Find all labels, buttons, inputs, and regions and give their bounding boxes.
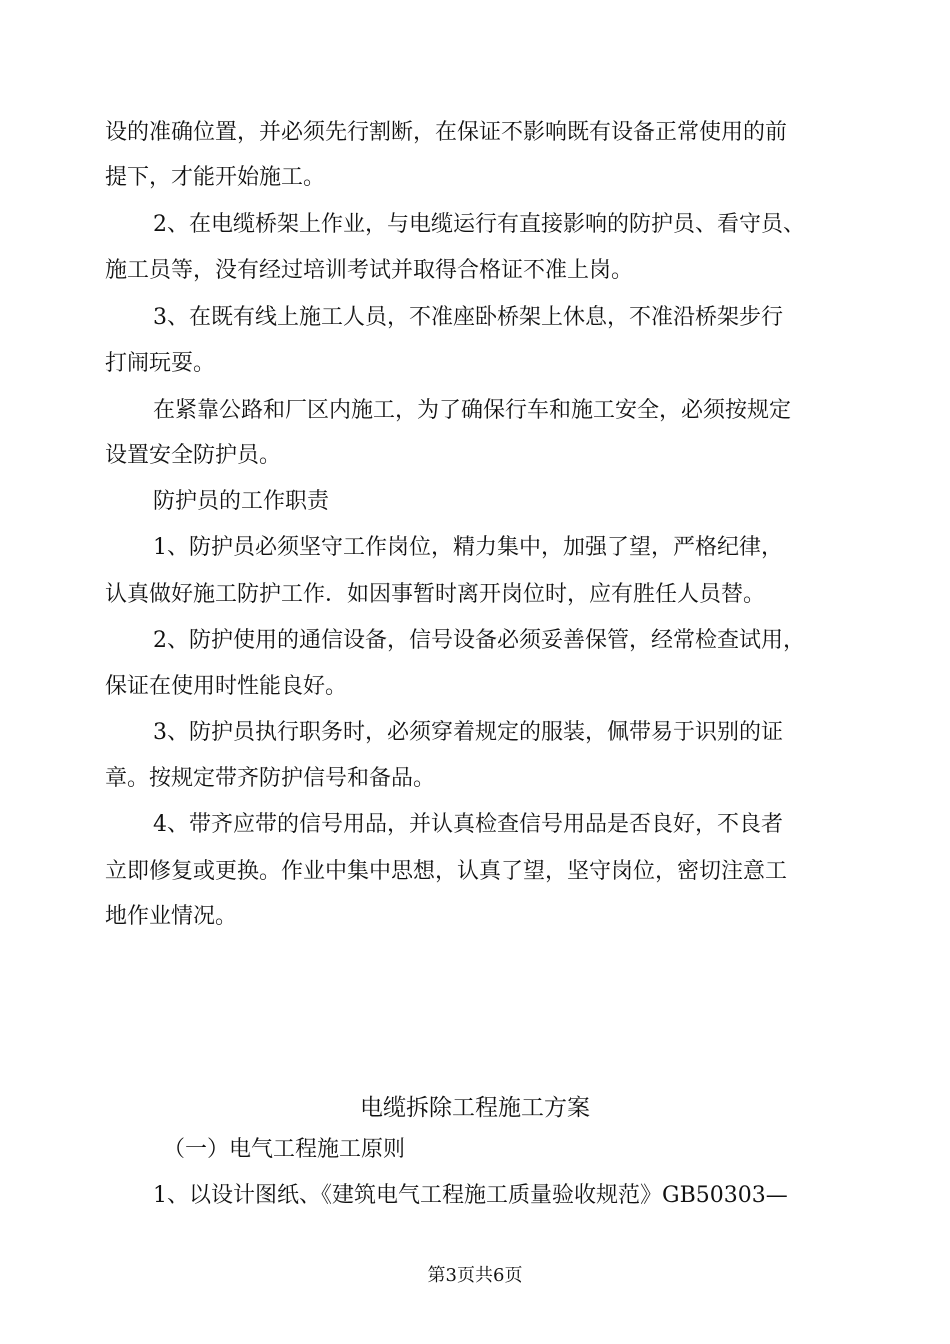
text-line: 立即修复或更换。作业中集中思想，认真了望，坚守岗位，密切注意工: [105, 859, 788, 884]
subsection-heading: （一）电气工程施工原则: [163, 1137, 406, 1162]
text-line: 2、防护使用的通信设备，信号设备必须妥善保管，经常检查试用，: [153, 628, 805, 653]
text-line: 认真做好施工防护工作．如因事暂时离开岗位时，应有胜任人员替。: [105, 582, 766, 607]
text-line: 打闹玩耍。: [105, 351, 216, 376]
text-line: 3、防护员执行职务时，必须穿着规定的服装，佩带易于识别的证: [153, 720, 783, 745]
text-line: 防护员的工作职责: [153, 489, 330, 514]
text-line: 2、在电缆桥架上作业，与电缆运行有直接影响的防护员、看守员、: [153, 212, 805, 237]
text-line: 地作业情况。: [105, 904, 238, 929]
page-number-footer: 第3页共6页: [427, 1265, 523, 1286]
text-line: 在紧靠公路和厂区内施工，为了确保行车和施工安全，必须按规定: [153, 398, 792, 423]
text-line: 设的准确位置，并必须先行割断，在保证不影响既有设备正常使用的前: [105, 120, 788, 145]
text-line: 提下，才能开始施工。: [105, 165, 326, 190]
text-line: 保证在使用时性能良好。: [105, 674, 348, 699]
text-line: 1、以设计图纸、《建筑电气工程施工质量验收规范》GB50303—: [153, 1183, 788, 1208]
text-line: 3、在既有线上施工人员，不准座卧桥架上休息，不准沿桥架步行: [153, 305, 783, 330]
text-line: 施工员等，没有经过培训考试并取得合格证不准上岗。: [105, 258, 634, 283]
section-title: 电缆拆除工程施工方案: [360, 1095, 590, 1121]
text-line: 4、带齐应带的信号用品，并认真检查信号用品是否良好，不良者: [153, 812, 783, 837]
text-line: 设置安全防护员。: [105, 443, 282, 468]
text-line: 1、防护员必须坚守工作岗位，精力集中，加强了望，严格纪律，: [153, 535, 783, 560]
text-line: 章。按规定带齐防护信号和备品。: [105, 766, 436, 791]
